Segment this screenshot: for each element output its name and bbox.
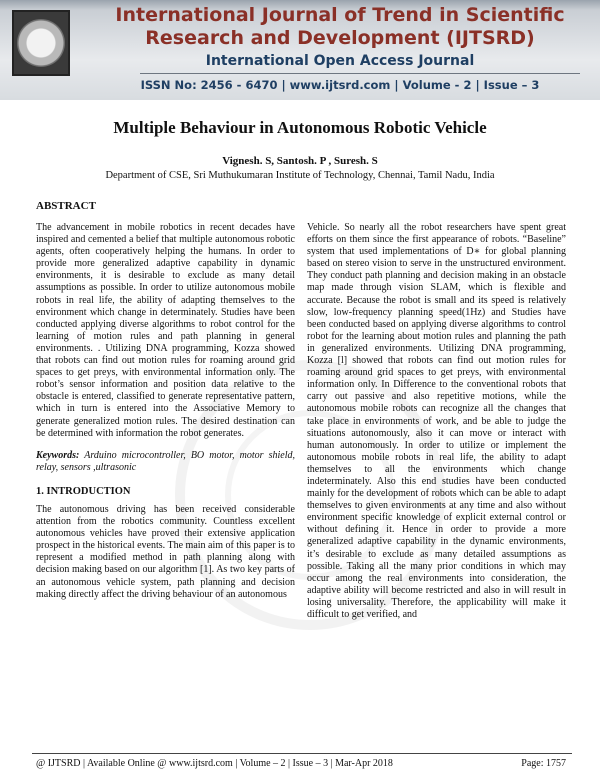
journal-title-line2: Research and Development (IJTSRD) <box>145 27 535 49</box>
introduction-continued-text: Vehicle. So nearly all the robot researchers have spent great efforts on them since the first appearance of robots. “Baseline” system that used implementations of D∗ for global planning based on stereo vision to serve in the unstructured environment. They conduct path planning and decision making in an obstacle map made through vision SLAM, which is flexible and accurate. Because the robot is small and its speed is relatively slow, low-frequency planning speed(1Hz) and Studies have been conducted based on applying diverse algorithms to control robot for the learning about motion rules and planning the path in generalized environments. Utilizing DNA programming, Kozza [l] showed that robots can find out motion rules for roaming around grid spaces to get preys, with environmental information only. In Difference to the conventional robots that carry out passive and also repetitive motions, while the autonomous mobile robots can recognize all the changes that take place in environments of work, and be able to judge the situations autonomously, also it can move or interact with human autonomously. In order to utilize or implement the autonomous mobile robots in real life, the ability to adapt themselves to all the environments which change indeterminately. Also this end studies have been conducted mainly for the development of robots which can be able to adapt themselves to given environments at any time and also without environment specific knowledge of explicit external control or without defining it. Hence in order to provide a more generalized adaptive capability in the dynamic environments, it’s desirable to exclude as many detailed assumptions as possible. Taking all the many prior conditions in which may occur among the real environments into consideration, the adaptive ability will become restricted and also in will result in losing universality. Therefore, the applicability will make it difficult to get verified, and <box>307 222 566 620</box>
left-column <box>36 222 295 601</box>
abstract-heading: ABSTRACT <box>36 200 96 212</box>
journal-title-line1: International Journal of Trend in Scientific <box>115 4 565 26</box>
introduction-heading: 1. INTRODUCTION <box>36 485 131 497</box>
keywords <box>36 450 295 474</box>
header-divider <box>140 73 580 74</box>
issn-line: ISSN No: 2456 - 6470 | www.ijtsrd.com | Volume - 2 | Issue – 3 <box>140 78 540 92</box>
journal-title <box>90 4 590 50</box>
paper-authors: Vignesh. S, Santosh. P , Suresh. S <box>222 155 378 167</box>
journal-header <box>0 0 600 100</box>
ijtsrd-logo-icon <box>12 10 70 76</box>
keywords-label: Keywords: <box>36 449 80 461</box>
footer-divider <box>32 753 572 754</box>
keywords-text: Arduino microcontroller, BO motor, motor shield, relay, sensors ,ultrasonic <box>36 449 295 473</box>
open-access-label: International Open Access Journal <box>205 53 475 69</box>
abstract-text: The advancement in mobile robotics in recent decades have inspired and cemented a belief that multiple autonomous robotic agents, often cooperatively helping the humans. In order to provide more generalized adaptive capability in dynamic environments, it is desirable to exclude as many detail assumptions as possible. In order to utilize autonomous mobile robots in real life, the ability of adapting themselves to the environment which change in determinately. Studies have been conducted applying diverse algorithms to robot control for the learning of motion rules and path planning in general environments. . Utilizing DNA programming, Kozza showed that robots can find out motion rules for roaming around grid spaces to get preys, with environmental information only. The robot’s sensor information and position data relative to the obstacle is entered, classified to generate representative pattern, which in turn is entered into the Associative Memory to generate generalized motion rules. The desired destination can be determined with information the robot generates. <box>36 222 295 439</box>
right-column <box>307 222 566 621</box>
introduction-text: The autonomous driving has been received considerable attention from the robotics community. Countless excellent autonomous vehicles have proved their extensive application prospect in the historical events. The main aim of this paper is to represent a modified method in path planning along with decision making based on our algorithm [1]. As two key parts of an autonomous vehicle system, path planning and decision making directly affect the driving behaviour of an autonomous <box>36 503 295 600</box>
page-footer <box>36 758 566 769</box>
page-number: Page: 1757 <box>521 758 566 769</box>
paper-title: Multiple Behaviour in Autonomous Robotic Vehicle <box>113 118 487 137</box>
paper-affiliation: Department of CSE, Sri Muthukumaran Institute of Technology, Chennai, Tamil Nadu, India <box>105 170 495 181</box>
footer-citation: @ IJTSRD | Available Online @ www.ijtsrd.com | Volume – 2 | Issue – 3 | Mar-Apr 2018 <box>36 758 393 769</box>
